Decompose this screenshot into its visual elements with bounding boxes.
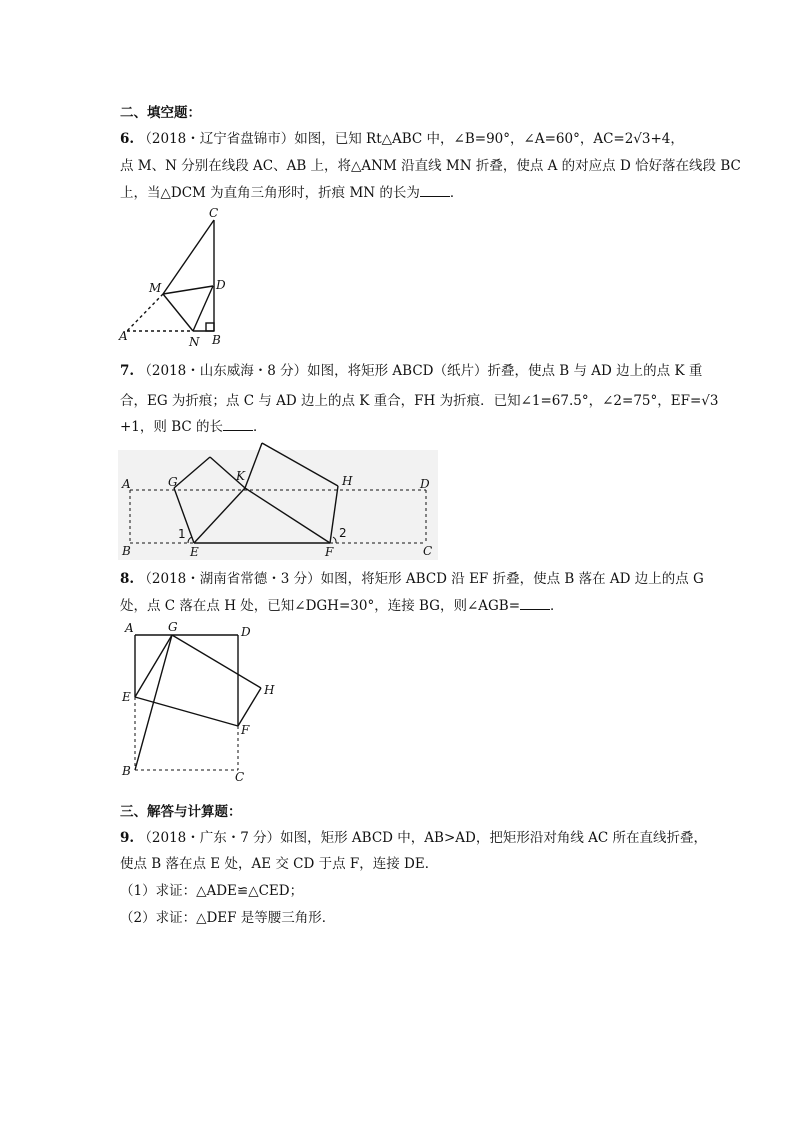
q6-number: 6. [120, 131, 135, 147]
q8-label-h: H [264, 683, 275, 697]
q8-text-line1: （2018・湖南省常德・3 分）如图，将矩形 ABCD 沿 EF 折叠，使点 B 落在 AD 边上的点 G [138, 571, 704, 587]
section-heading-fill-in: 二、填空题： [120, 105, 201, 121]
q6-label-b: B [212, 333, 221, 347]
q8-line2-end: ． [550, 598, 564, 614]
q6-label-c: C [209, 206, 219, 220]
q7-text-line1: （2018・山东威海・8 分）如图，将矩形 ABCD（纸片）折叠，使点 B 与 AD 边上的点 K 重 [138, 363, 703, 379]
q8-line2 [120, 597, 564, 615]
q8-label-a: A [125, 621, 134, 635]
q7-answer-blank [223, 418, 253, 431]
q8-line1 [120, 570, 704, 588]
q9-part1: （1）求证：△ADE≌△CED； [120, 883, 304, 899]
q9-part2: （2）求证：△DEF 是等腰三角形． [120, 910, 336, 926]
q8-answer-blank [520, 597, 550, 610]
q6-line2: 点 M、N 分别在线段 AC、AB 上，将△ANM 沿直线 MN 折叠，使点 A 的对应点 D 恰好落在线段 BC [120, 158, 741, 174]
q7-label-a: A [122, 477, 131, 491]
q6-label-a: A [119, 329, 128, 343]
q6-answer-blank [420, 184, 450, 197]
q9-line1 [120, 829, 707, 847]
q8-label-e: E [122, 690, 131, 704]
q6-line1 [120, 130, 684, 148]
q7-figure [118, 440, 438, 560]
q7-label-k: K [236, 469, 245, 483]
q8-label-d: D [241, 625, 251, 639]
q9-number: 9. [120, 830, 135, 846]
q7-line2: 合，EG 为折痕；点 C 与 AD 边上的点 K 重合，FH 为折痕．已知∠1=67.5°，∠2=75°，EF=√3 [120, 393, 719, 409]
q6-text-line1: （2018・辽宁省盘锦市）如图，已知 Rt△ABC 中，∠B=90°，∠A=60°，AC=2√3+4， [138, 131, 684, 147]
q7-label-b: B [122, 544, 131, 558]
q9-line2: 使点 B 落在点 E 处，AE 交 CD 于点 F，连接 DE． [120, 856, 439, 872]
q7-line3 [120, 418, 266, 436]
q8-label-g: G [168, 620, 178, 634]
q6-label-m: M [149, 281, 162, 295]
q7-label-angle2: 2 [339, 526, 347, 540]
q9-text-line1: （2018・广东・7 分）如图，矩形 ABCD 中，AB>AD，把矩形沿对角线 AC 所在直线折叠， [138, 830, 707, 846]
q7-label-h: H [342, 474, 353, 488]
q7-label-c: C [423, 544, 433, 558]
q8-number: 8. [120, 571, 135, 587]
q7-label-angle1: 1 [178, 527, 186, 541]
q7-label-e: E [190, 545, 199, 559]
q7-number: 7. [120, 363, 135, 379]
q6-label-n: N [189, 335, 200, 349]
q7-line1 [120, 362, 702, 380]
q6-text-line3: 上，当△DCM 为直角三角形时，折痕 MN 的长为 [120, 185, 420, 201]
q8-label-b: B [122, 764, 131, 778]
q6-label-d: D [216, 278, 226, 292]
q7-label-f: F [325, 545, 334, 559]
q7-text-line3: +1，则 BC 的长 [120, 419, 223, 435]
section-heading-solve: 三、解答与计算题： [120, 804, 242, 820]
q7-label-g: G [168, 475, 178, 489]
q8-text-line2: 处，点 C 落在点 H 处，已知∠DGH=30°，连接 BG，则∠AGB= [120, 598, 521, 614]
q6-figure [115, 200, 245, 350]
q7-label-d: D [420, 477, 430, 491]
q8-label-f: F [241, 723, 250, 737]
q8-figure [118, 620, 288, 790]
q7-line3-end: ． [252, 419, 267, 435]
q6-line3-end: ． [449, 185, 464, 201]
q8-label-c: C [235, 770, 245, 784]
